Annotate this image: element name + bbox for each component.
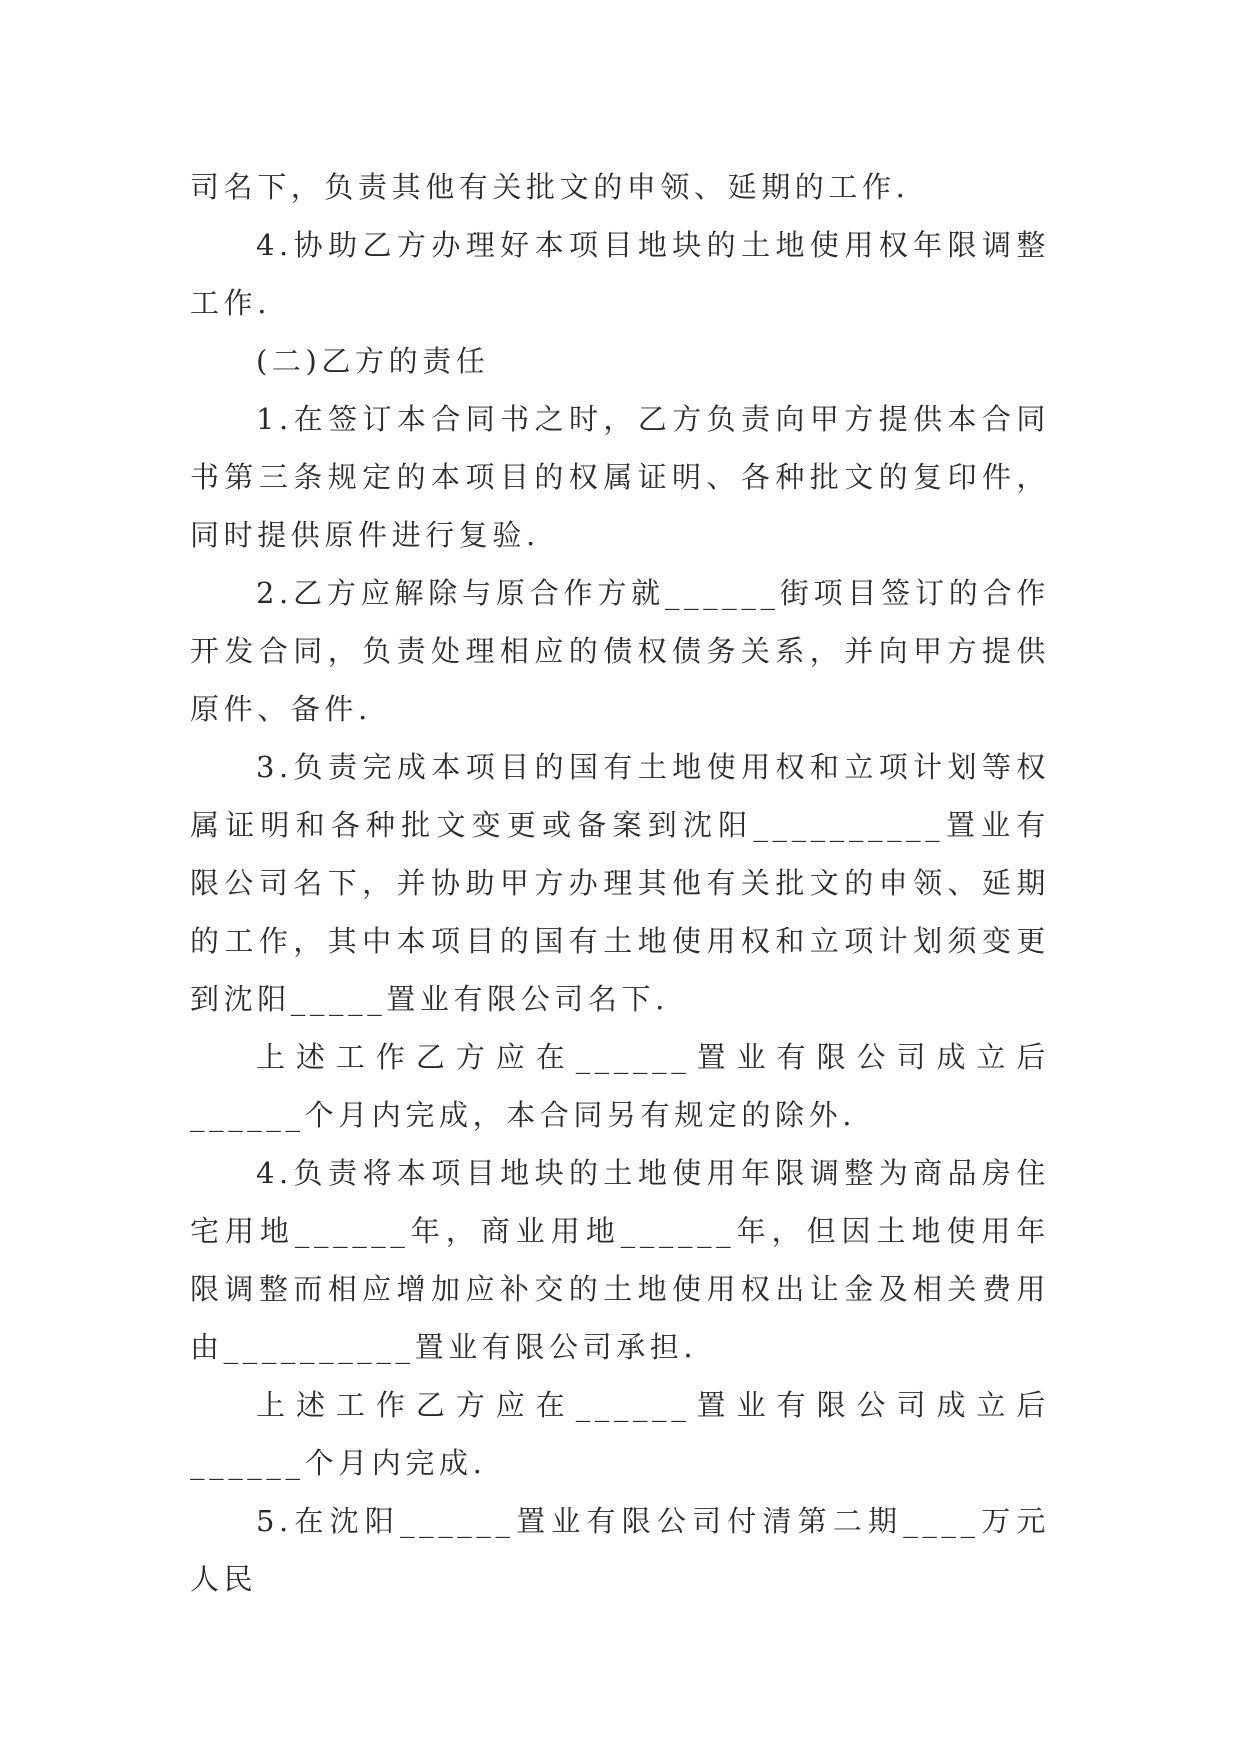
section-heading-party-b: (二)乙方的责任 bbox=[256, 344, 490, 378]
paragraph-deadline-2: 上述工作乙方应在______置业有限公司成立后______个月内完成. bbox=[190, 1388, 1050, 1480]
paragraph-deadline-1: 上述工作乙方应在______置业有限公司成立后______个月内完成，本合同另有规定的除外. bbox=[190, 1040, 1050, 1132]
paragraph-item-1-party-b: 1.在签订本合同书之时，乙方负责向甲方提供本合同书第三条规定的本项目的权属证明、各种批文的复印件，同时提供原件进行复验. bbox=[190, 402, 1050, 552]
paragraph-item-4-party-b: 4.负责将本项目地块的土地使用年限调整为商品房住宅用地______年，商业用地______年，但因土地使用年限调整而相应增加应补交的土地使用权出让金及相关费用由__________置业有限公司承担. bbox=[190, 1156, 1050, 1364]
paragraph-item-2-party-b: 2.乙方应解除与原合作方就______街项目签订的合作开发合同，负责处理相应的债权债务关系，并向甲方提供原件、备件. bbox=[190, 576, 1050, 726]
paragraph-item-4-party-a: 4.协助乙方办理好本项目地块的土地使用权年限调整工作. bbox=[190, 228, 1050, 320]
paragraph-item-3-party-b: 3.负责完成本项目的国有土地使用权和立项计划等权属证明和各种批文变更或备案到沈阳__________置业有限公司名下，并协助甲方办理其他有关批文的申领、延期的工作，其中本项目的国有土地使用权和立项计划须变更到沈阳_____置业有限公司名下. bbox=[190, 750, 1050, 1016]
contract-body bbox=[190, 158, 1050, 1608]
paragraph-item-5-party-b: 5.在沈阳______置业有限公司付清第二期____万元人民 bbox=[190, 1504, 1050, 1596]
paragraph-continuation: 司名下，负责其他有关批文的申领、延期的工作. bbox=[190, 170, 910, 204]
